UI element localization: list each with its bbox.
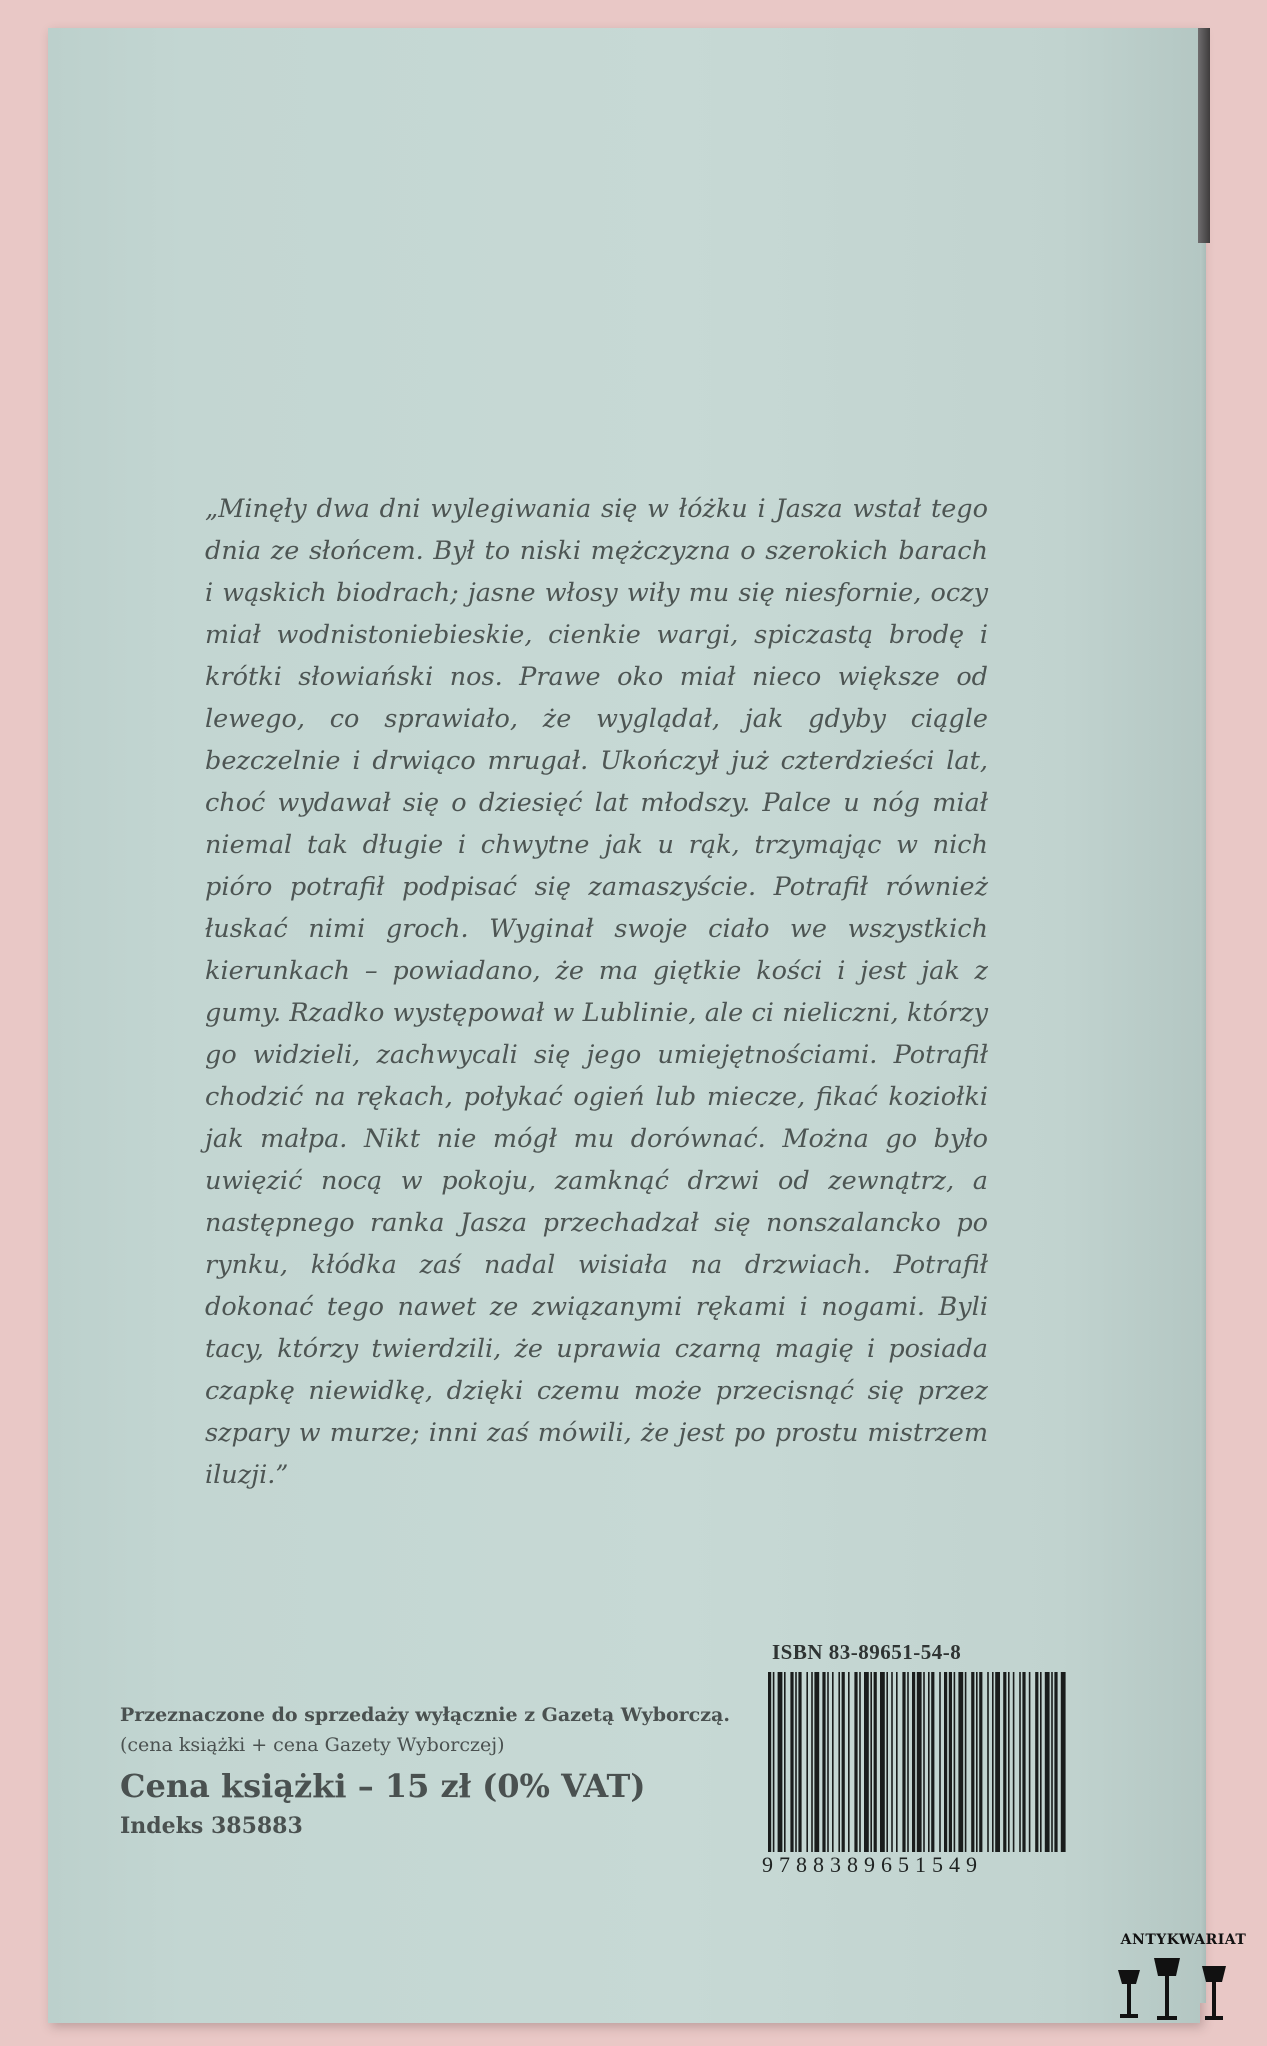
spine-edge [1198,28,1210,243]
barcode-bar [979,1672,982,1852]
barcode-bar [806,1672,808,1852]
barcode-icon [762,1672,1068,1860]
barcode-bar [1051,1672,1053,1852]
barcode-digits: 9788389651549 [762,1852,983,1877]
barcode-bar [842,1672,845,1852]
barcode-bar [1029,1672,1031,1852]
book-price: Cena książki – 15 zł (0% VAT) [120,1767,646,1805]
barcode-bar [795,1672,797,1852]
barcode-bar [928,1672,930,1852]
barcode-bar [784,1672,786,1852]
barcode-bar [902,1672,905,1852]
barcode-bar [827,1672,829,1852]
barcode-bar [1045,1672,1050,1852]
antykwariat-logo [1100,1928,1267,2046]
barcode-bar [1061,1672,1066,1852]
logo-text: ANTYKWARIAT [1120,1932,1247,1948]
barcode-bar [954,1672,956,1852]
barcode-bar [995,1672,1000,1852]
price-note: (cena książki + cena Gazety Wyborczej) [120,1734,505,1756]
barcode-bar [1008,1672,1010,1852]
index-number: Indeks 385883 [120,1813,303,1839]
blurb-text: „Minęły dwa dni wylegiwania się w łóżku i Jasza wstał tego dnia ze słońcem. Był to niski mężczyzna o szerokich barach i wąskich biodrach; jasne włosy wiły mu się niesfornie, oczy miał wodnistoniebieskie, cienkie wargi, spiczastą brodę i krótki słowiański nos. Prawe oko miał nieco większe od lewego, co sprawiało, że wyglądał, jak gdyby ciągle bezczelnie i drwiąco mrugał. Ukończył już czterdzieści lat, choć wydawał się o dziesięć lat młodszy. Palce u nóg miał niemal tak długie i chwytne jak u rąk, trzymając w nich pióro potrafił podpisać się zamaszyście. Potrafił również łuskać nimi groch. Wyginał swoje ciało we wszystkich kierunkach – powiadano, że ma giętkie kości i jest jak z gumy. Rzadko występował w Lublinie, ale ci nieliczni, którzy go widzieli, zachwycali się jego umiejętnościami. Potrafił chodzić na rękach, połykać ogień lub miecze, fikać koziołki jak małpa. Nikt nie mógł mu dorównać. Można go było uwięzić nocą w pokoju, zamknąć drzwi od zewnątrz, a następnego ranka Jasza przechadzał się nonszalancko po rynku, kłódka zaś nadal wisiała na drzwiach. Potrafił dokonać tego nawet ze związanymi rękami i nogami. Byli tacy, którzy twierdzili, że uprawia czarną magię i posiada czapkę niewidkę, dzięki czemu może przecisnąć się przez szpary w murze; inni zaś mówili, że jest po prostu mistrzem iluzji.” [205,494,988,1490]
barcode-bar [939,1672,941,1852]
barcode-bar [773,1672,775,1852]
barcode-bar [886,1672,888,1852]
barcode [762,1672,1068,1860]
barcode-bar [832,1672,834,1852]
barcode-bar [1019,1672,1021,1852]
barcode-bar [838,1672,840,1852]
barcode-bar [870,1672,872,1852]
barcode-bar [880,1672,885,1852]
barcode-bar [822,1672,825,1852]
barcode-bar [965,1672,967,1852]
sale-info [120,1700,760,1844]
isbn-label: ISBN 83-89651-54-8 [772,1640,962,1664]
barcode-bar [768,1672,771,1852]
barcode-bar [931,1672,934,1852]
barcode-bar [859,1672,861,1852]
barcode-bar [987,1672,989,1852]
barcode-bar [944,1672,947,1852]
barcode-bar [912,1672,915,1852]
barcode-bar [854,1672,857,1852]
barcode-bar [971,1672,974,1852]
barcode-bar [891,1672,893,1852]
barcode-bar [864,1672,869,1852]
barcode-bar [790,1672,793,1852]
sale-note: Przeznaczone do sprzedaży wyłącznie z Gazetą Wyborczą. [120,1704,730,1726]
barcode-bar [814,1672,819,1852]
barcode-bar [958,1672,963,1852]
barcode-bar [1003,1672,1006,1852]
barcode-bar [923,1672,925,1852]
barcode-bar [848,1672,850,1852]
barcode-bar [1054,1672,1057,1852]
barcode-bar [907,1672,909,1852]
lamp-logo-icon [1110,1950,1258,2040]
barcode-bar [949,1672,952,1852]
barcode-bar [917,1672,922,1852]
barcode-bar [992,1672,994,1852]
barcode-bar [1035,1672,1038,1852]
barcode-bar [1022,1672,1025,1852]
barcode-bar [778,1672,783,1852]
page-edge [1200,243,1206,2003]
barcode-bar [976,1672,978,1852]
barcode-bar [874,1672,877,1852]
barcode-bar [896,1672,898,1852]
barcode-bar [1013,1672,1015,1852]
barcode-bar [798,1672,801,1852]
barcode-bar [811,1672,813,1852]
barcode-bar [1040,1672,1042,1852]
